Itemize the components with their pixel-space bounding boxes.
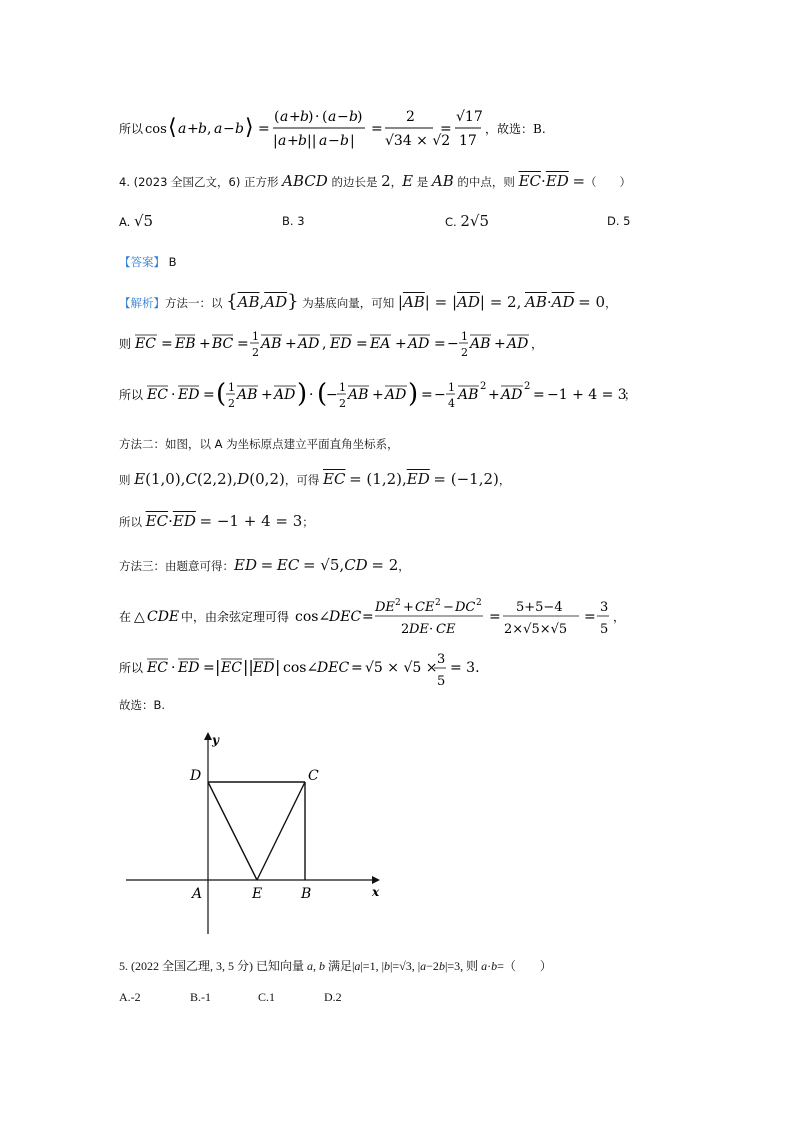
svg-text:√5 × √5 ×: √5 × √5 × <box>365 660 438 676</box>
svg-text:): ) <box>308 109 314 125</box>
svg-text:cos∠: cos∠ <box>283 660 319 676</box>
method2-line2: 则 E(1,0),C(2,2),D(0,2)，可得 $\overline{EC} = (1,2),\overline{ED} = (-1,2)$， <box>119 470 511 488</box>
option-b[interactable]: B. 3 <box>282 214 305 228</box>
svg-text:EC: EC <box>135 336 156 352</box>
svg-text:3: 3 <box>600 600 609 615</box>
cos-formula-line <box>119 104 559 152</box>
svg-text:cos∠: cos∠ <box>295 609 331 625</box>
svg-text:EB: EB <box>175 336 196 352</box>
svg-text:AB: AB <box>458 387 479 403</box>
method3-line1: 方法三：由题意可得：ED = EC = √5,CD = 2， <box>119 556 410 574</box>
svg-text:2: 2 <box>476 598 482 608</box>
svg-text:a: a <box>319 133 328 149</box>
svg-text:√17: √17 <box>456 109 483 125</box>
svg-text:4: 4 <box>448 397 455 410</box>
method1-line2 <box>119 328 559 358</box>
svg-text:DEC: DEC <box>329 609 362 625</box>
svg-text:−: − <box>328 133 340 149</box>
svg-text:a: a <box>280 109 289 125</box>
q5-option-d[interactable]: D.2 <box>324 990 342 1004</box>
svg-text:1: 1 <box>228 381 235 394</box>
x-axis-arrow <box>372 876 380 884</box>
q5-option-b[interactable]: B.-1 <box>190 990 211 1004</box>
svg-text:+: + <box>403 600 414 615</box>
svg-text:b: b <box>198 121 207 137</box>
svg-text:1: 1 <box>339 381 346 394</box>
svg-text:所以: 所以 <box>119 388 144 402</box>
svg-text:+: + <box>395 336 407 352</box>
svg-text:AB: AB <box>470 336 491 352</box>
svg-text:CE: CE <box>436 622 456 637</box>
svg-text:(: ( <box>216 379 227 409</box>
method1-line1: 【解析】方法一：以 $\{\overline{AB},\overline{AD}\}$ 为基底向量，可知 $|\overline{AB}| = |\overline{AD}| = 2$, $\overline{AB}\cdot\overline{AD} = 0$， <box>119 291 617 312</box>
answer-tag: 【答案】 <box>119 255 165 269</box>
svg-text:+: + <box>199 336 211 352</box>
segment-EC <box>257 782 305 880</box>
svg-text:2×√5×√5: 2×√5×√5 <box>504 622 568 637</box>
svg-text:√34 × √2: √34 × √2 <box>385 133 451 149</box>
svg-text:=: = <box>371 121 383 137</box>
q5-option-c[interactable]: C.1 <box>258 990 276 1004</box>
svg-text:EC: EC <box>221 660 242 676</box>
label-C: C <box>308 768 319 784</box>
label-D: D <box>190 768 202 784</box>
svg-text:b: b <box>340 133 349 149</box>
svg-text:|: | <box>215 657 221 676</box>
svg-text:在: 在 <box>119 610 132 624</box>
svg-text:AD: AD <box>507 336 529 352</box>
svg-text:AD: AD <box>274 387 296 403</box>
svg-text:=: = <box>434 336 446 352</box>
svg-text:CE: CE <box>415 600 435 615</box>
svg-text:AD: AD <box>408 336 430 352</box>
method1-eq2 <box>119 328 559 360</box>
question-5-stem: 5. (2022 全国乙理, 3, 5 分) 已知向量 a, b 满足|a|=1, |b|=√3, |a−2b|=3, 则 a·b=（ ） <box>119 959 552 973</box>
svg-text:；: ； <box>624 388 637 402</box>
svg-text:+: + <box>372 387 384 403</box>
svg-text:AD: AD <box>298 336 320 352</box>
label-A: A <box>192 886 203 902</box>
svg-text:=: = <box>362 609 374 625</box>
svg-text:DC: DC <box>455 600 476 615</box>
question-4-stem: 4. (2023 全国乙文，6) 正方形 ABCD 的边长是 2，E 是 AB 的中点，则 $\overline{EC}\cdot\overline{ED}$ =（ ） <box>119 172 632 190</box>
analysis-tag: 【解析】 <box>119 296 165 310</box>
svg-text:BC: BC <box>212 336 234 352</box>
svg-text:b: b <box>298 133 307 149</box>
svg-text:=: = <box>258 121 270 137</box>
method3-line2 <box>119 596 639 640</box>
svg-text:CDE: CDE <box>147 609 180 625</box>
svg-text:5: 5 <box>600 622 609 637</box>
svg-text:2: 2 <box>252 346 259 359</box>
svg-text:·: · <box>171 387 176 403</box>
svg-text:=: = <box>533 387 545 403</box>
svg-text:−: − <box>337 109 349 125</box>
svg-text:=: = <box>584 609 596 625</box>
svg-text:ED: ED <box>330 336 352 352</box>
svg-text:2: 2 <box>228 397 235 410</box>
svg-text:): ) <box>408 379 419 409</box>
option-d[interactable]: D. 5 <box>607 214 631 228</box>
segment-DE <box>208 782 257 880</box>
svg-text:=: = <box>237 336 249 352</box>
svg-text:=: = <box>203 387 215 403</box>
svg-text:+: + <box>287 133 299 149</box>
svg-text:DE: DE <box>409 622 429 637</box>
svg-text:b: b <box>349 109 358 125</box>
svg-text:+: + <box>187 121 199 137</box>
svg-text:|: | <box>350 133 355 149</box>
method1-eq3 <box>119 374 639 414</box>
method2-line1: 方法二：如图，以 A 为坐标原点建立平面直角坐标系， <box>119 437 399 451</box>
svg-text:则: 则 <box>119 337 132 351</box>
method2-line3: 所以 $\overline{EC}\cdot\overline{ED} = -1 + 4 = 3$； <box>119 512 314 530</box>
formula-suffix: ，故选：B. <box>485 122 546 136</box>
svg-text:2: 2 <box>339 397 346 410</box>
svg-text:,: , <box>322 336 327 352</box>
svg-text:||: || <box>243 657 254 676</box>
svg-text:ED: ED <box>178 387 200 403</box>
svg-text:2: 2 <box>524 381 531 392</box>
svg-text:1: 1 <box>448 381 455 394</box>
svg-text:2: 2 <box>395 598 401 608</box>
svg-text:1: 1 <box>252 330 259 343</box>
svg-text:−: − <box>434 387 446 403</box>
conclusion: 故选：B. <box>119 698 166 712</box>
label-B: B <box>301 886 312 902</box>
svg-text:DEC: DEC <box>317 660 350 676</box>
svg-text:所以: 所以 <box>119 661 144 675</box>
svg-text:=: = <box>203 660 215 676</box>
formula-prefix: 所以 <box>119 122 144 136</box>
svg-text:=: = <box>351 660 363 676</box>
svg-text:中，由余弦定理可得: 中，由余弦定理可得 <box>181 610 290 624</box>
svg-text:+: + <box>494 336 506 352</box>
cos-formula <box>119 104 559 152</box>
svg-text:AD: AD <box>385 387 407 403</box>
y-axis-arrow <box>204 732 212 740</box>
svg-text:=: = <box>161 336 173 352</box>
svg-text:，: ， <box>613 610 626 624</box>
svg-text:⟩: ⟩ <box>245 115 254 140</box>
svg-text:): ) <box>357 109 363 125</box>
svg-text:(: ( <box>274 109 280 125</box>
svg-text:|: | <box>273 133 278 149</box>
answer-value: B <box>168 255 177 269</box>
svg-text:2: 2 <box>435 598 441 608</box>
svg-text:17: 17 <box>459 133 477 149</box>
svg-text:EC: EC <box>147 387 168 403</box>
svg-text:=: = <box>421 387 433 403</box>
svg-text:2: 2 <box>401 622 410 637</box>
svg-text:=: = <box>440 121 452 137</box>
svg-text:+: + <box>289 109 301 125</box>
svg-text:·: · <box>309 387 314 403</box>
svg-text:b: b <box>300 109 309 125</box>
svg-text:+: + <box>261 387 273 403</box>
option-a[interactable]: A. √5 <box>119 212 154 230</box>
method3-eq3 <box>119 648 499 690</box>
svg-text:2: 2 <box>461 346 468 359</box>
svg-text:b: b <box>235 121 244 137</box>
svg-text:): ) <box>297 379 308 409</box>
svg-text:AB: AB <box>261 336 282 352</box>
svg-text:a: a <box>214 121 223 137</box>
svg-text:EA: EA <box>370 336 391 352</box>
svg-text:5: 5 <box>437 674 446 689</box>
svg-text:ED: ED <box>178 660 200 676</box>
coordinate-figure <box>120 728 400 948</box>
svg-text:,: , <box>207 121 212 137</box>
label-x: x <box>372 885 380 899</box>
svg-text:(: ( <box>322 109 328 125</box>
svg-text:−: − <box>443 600 454 615</box>
svg-text:ED: ED <box>253 660 275 676</box>
option-c[interactable]: C. 2√5 <box>445 212 489 230</box>
svg-text:2: 2 <box>406 109 415 125</box>
svg-text:⟨: ⟨ <box>168 115 177 140</box>
svg-text:，: ， <box>531 337 544 351</box>
svg-text:−: − <box>326 387 338 403</box>
svg-text:·: · <box>171 660 176 676</box>
svg-text:1: 1 <box>461 330 468 343</box>
svg-text:=: = <box>489 609 501 625</box>
svg-text:3: 3 <box>437 652 446 667</box>
svg-text:·: · <box>315 109 320 125</box>
label-E: E <box>252 886 263 902</box>
svg-text:−: − <box>223 121 235 137</box>
svg-text:||: || <box>307 133 317 149</box>
svg-text:AD: AD <box>501 387 523 403</box>
svg-text:a: a <box>328 109 337 125</box>
svg-text:AB: AB <box>348 387 369 403</box>
svg-text:DE: DE <box>375 600 395 615</box>
svg-text:·: · <box>429 622 434 637</box>
answer-line <box>119 257 177 269</box>
svg-text:−1 + 4 = 3: −1 + 4 = 3 <box>547 387 627 403</box>
svg-text:−: − <box>447 336 459 352</box>
svg-text:2: 2 <box>480 381 487 392</box>
method1-line3 <box>119 374 639 414</box>
svg-text:a: a <box>178 121 187 137</box>
svg-text:a: a <box>278 133 287 149</box>
svg-text:= 3.: = 3. <box>450 660 480 676</box>
svg-text:+: + <box>488 387 500 403</box>
svg-text:=: = <box>356 336 368 352</box>
svg-text:|: | <box>275 657 281 676</box>
label-y: y <box>212 733 219 747</box>
q5-option-a[interactable]: A.-2 <box>119 990 141 1004</box>
svg-text:EC: EC <box>147 660 168 676</box>
method3-line3 <box>119 648 499 690</box>
svg-text:(: ( <box>317 379 328 409</box>
method3-eq2 <box>119 596 639 640</box>
svg-text:△: △ <box>134 609 145 625</box>
svg-text:5+5−4: 5+5−4 <box>516 600 563 615</box>
svg-text:AB: AB <box>237 387 258 403</box>
svg-text:cos: cos <box>145 122 167 137</box>
svg-text:+: + <box>285 336 297 352</box>
